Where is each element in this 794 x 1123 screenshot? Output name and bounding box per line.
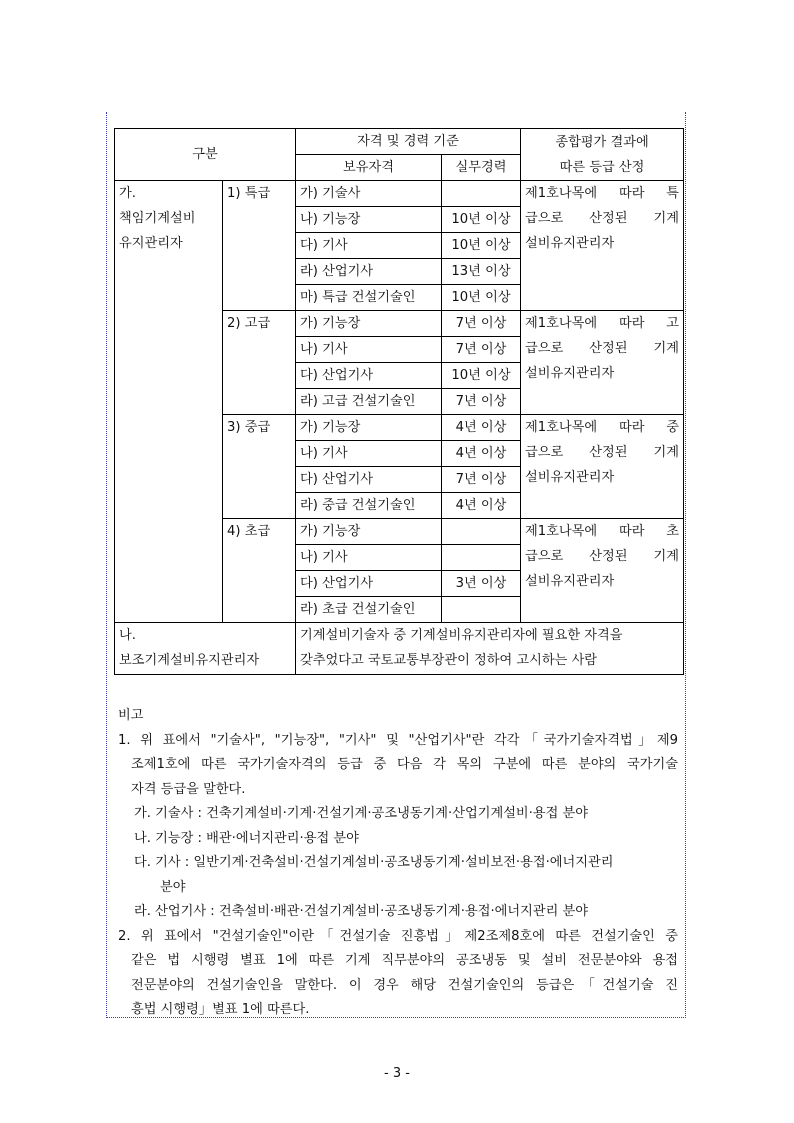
grade-label: 4) 초급 (223, 519, 296, 623)
result-line: 제1호나목에 따라 중 (525, 420, 680, 435)
note-2-line1: 2. 위 표에서 "건설기술인"이란「건설기술 진흥법」제2조제8호에 따른 건설기술인 중 (118, 928, 678, 944)
section-b-desc-line1: 기계설비기술자 중 기계설비유지관리자에 필요한 자격을 (300, 628, 623, 643)
header-result (521, 129, 684, 181)
note-1-sub-a: 가. 기술사 : 건축기계설비·기계·건설기계·공조냉동기계·산업기계설비·용접 분야 (134, 806, 589, 821)
experience-cell: 7년 이상 (442, 311, 521, 337)
qualification-cell: 라) 산업기사 (296, 259, 442, 285)
section-a-label-line2: 책임기계설비 (119, 211, 196, 226)
table-row (115, 623, 684, 675)
note-1-line2: 조제1호에 따른 국가기술자격의 등급 중 다음 각 목의 구분에 따른 분야의 국가기술 (131, 757, 678, 772)
header-experience: 실무경력 (442, 155, 521, 181)
experience-cell (442, 545, 521, 571)
section-b-label (115, 623, 296, 675)
note-1-sub-d: 라. 산업기사 : 건축설비·배관·건설기계설비·공조냉동기계·용접·에너지관리 분야 (134, 904, 589, 919)
header-qualification: 보유자격 (296, 155, 442, 181)
qualification-cell: 마) 특급 건설기술인 (296, 285, 442, 311)
experience-cell: 7년 이상 (442, 389, 521, 415)
result-line: 급으로 산정된 기계 (525, 341, 680, 356)
result-line: 급으로 산정된 기계 (525, 445, 680, 460)
experience-cell: 4년 이상 (442, 441, 521, 467)
experience-cell: 10년 이상 (442, 363, 521, 389)
section-a-label (115, 181, 223, 623)
grade-result (521, 519, 684, 623)
header-result-line1: 종합평가 결과에 (555, 134, 649, 150)
result-line: 설비유지관리자 (525, 366, 615, 381)
grade-label: 2) 고급 (223, 311, 296, 415)
grade-result (521, 415, 684, 519)
qualification-cell: 다) 기사 (296, 233, 442, 259)
page-number: - 3 - (384, 1066, 410, 1081)
qualification-cell: 나) 기사 (296, 441, 442, 467)
note-2-line3: 전문분야의 건설기술인을 말한다. 이 경우 해당 건설기술인의 등급은「건설기술 진 (131, 977, 678, 993)
result-line: 설비유지관리자 (525, 236, 615, 251)
qualification-cell: 라) 고급 건설기술인 (296, 389, 442, 415)
grade-label: 3) 중급 (223, 415, 296, 519)
experience-cell: 10년 이상 (442, 207, 521, 233)
note-2-line2: 같은 법 시행령 별표 1에 따른 기계 직무분야의 공조냉동 및 설비 전문분야와 용접 (131, 953, 678, 968)
header-result-line2: 따른 등급 산정 (559, 159, 645, 175)
section-b-label-line1: 나. (119, 628, 136, 643)
section-a-label-line1: 가. (119, 186, 136, 201)
note-1-sub-b: 나. 기능장 : 배관·에너지관리·용접 분야 (134, 830, 359, 846)
section-a-label-line3: 유지관리자 (119, 236, 183, 251)
qualification-cell: 가) 기능장 (296, 311, 442, 337)
qualification-cell: 가) 기능장 (296, 519, 442, 545)
qualification-cell: 가) 기술사 (296, 181, 442, 207)
qualification-cell: 가) 기능장 (296, 415, 442, 441)
grade-result (521, 311, 684, 415)
experience-cell: 7년 이상 (442, 337, 521, 363)
result-line: 급으로 산정된 기계 (525, 211, 680, 226)
qualification-cell: 나) 기사 (296, 545, 442, 571)
header-criteria: 자격 및 경력 기준 (296, 129, 521, 155)
qualification-cell: 다) 산업기사 (296, 571, 442, 597)
result-line: 제1호나목에 따라 고 (525, 316, 680, 331)
note-1-sub-c2: 분야 (160, 879, 186, 895)
qualification-cell: 나) 기사 (296, 337, 442, 363)
experience-cell: 10년 이상 (442, 285, 521, 311)
header-category: 구분 (115, 129, 296, 181)
qualification-cell: 다) 산업기사 (296, 363, 442, 389)
experience-cell: 4년 이상 (442, 415, 521, 441)
qualification-cell: 다) 산업기사 (296, 467, 442, 493)
note-1-line1: 1. 위 표에서 "기술사", "기능장", "기사" 및 "산업기사"란 각각「국가기술자격법」제9 (118, 732, 678, 748)
qualification-cell: 라) 초급 건설기술인 (296, 597, 442, 623)
result-line: 설비유지관리자 (525, 574, 615, 589)
section-b-label-line2: 보조기계설비유지관리자 (119, 653, 260, 668)
result-line: 급으로 산정된 기계 (525, 549, 680, 564)
experience-cell (442, 597, 521, 623)
grade-result (521, 181, 684, 311)
result-line: 설비유지관리자 (525, 470, 615, 485)
section-b-desc-line2: 갖추었다고 국토교통부장관이 정하여 고시하는 사람 (300, 653, 598, 668)
table-row (115, 181, 684, 207)
experience-cell (442, 181, 521, 207)
experience-cell: 10년 이상 (442, 233, 521, 259)
experience-cell: 7년 이상 (442, 467, 521, 493)
qualification-cell: 라) 중급 건설기술인 (296, 493, 442, 519)
result-line: 제1호나목에 따라 초 (525, 524, 680, 539)
experience-cell: 4년 이상 (442, 493, 521, 519)
header-row-1 (115, 129, 684, 155)
section-b-description (296, 623, 684, 675)
grade-label: 1) 특급 (223, 181, 296, 311)
qualification-cell: 나) 기능장 (296, 207, 442, 233)
note-1-line3: 자격 등급을 말한다. (131, 781, 246, 797)
experience-cell: 13년 이상 (442, 259, 521, 285)
note-2-line4: 흥법 시행령」별표 1에 따른다. (131, 1002, 310, 1017)
experience-cell: 3년 이상 (442, 571, 521, 597)
notes-title: 비고 (118, 708, 144, 723)
note-1-sub-c1: 다. 기사 : 일반기계·건축설비·건설기계설비·공조냉동기계·설비보전·용접·에너지관리 (134, 855, 614, 870)
result-line: 제1호나목에 따라 특 (525, 186, 680, 201)
experience-cell (442, 519, 521, 545)
qualification-table (114, 128, 684, 675)
notes-section (118, 704, 678, 1023)
